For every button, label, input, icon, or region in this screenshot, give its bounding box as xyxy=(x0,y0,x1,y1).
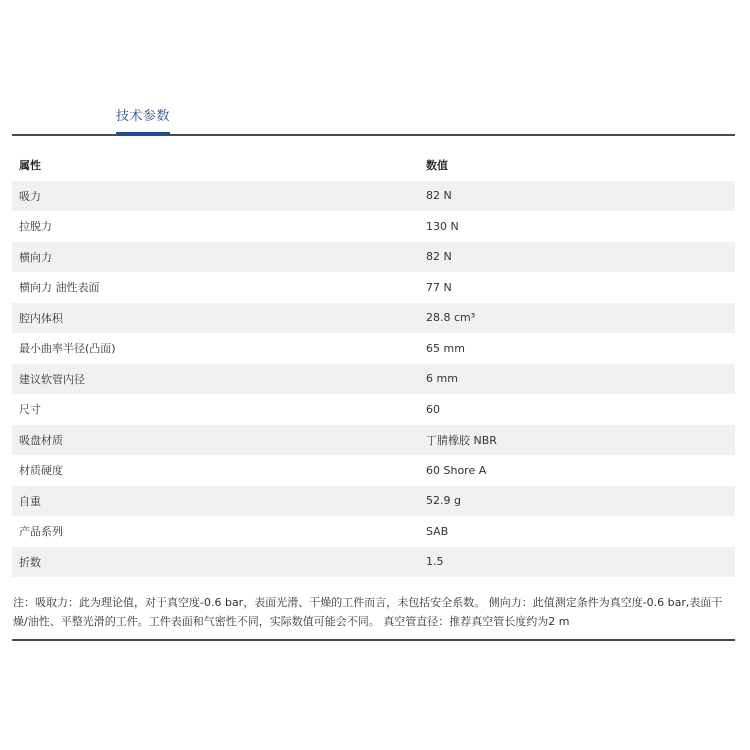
table-row xyxy=(12,425,735,456)
table-row xyxy=(12,455,735,486)
value-cell: 130 N xyxy=(426,211,735,242)
tab-bar xyxy=(12,96,735,136)
value-cell: 28.8 cm³ xyxy=(426,303,735,334)
value-cell: 82 N xyxy=(426,181,735,212)
table-row xyxy=(12,547,735,578)
value-cell: SAB xyxy=(426,516,735,547)
value-cell: 52.9 g xyxy=(426,486,735,517)
spec-table xyxy=(12,150,735,577)
attribute-cell: 吸盘材质 xyxy=(12,425,426,456)
attribute-cell: 腔内体积 xyxy=(12,303,426,334)
table-row xyxy=(12,242,735,273)
attribute-cell: 材质硬度 xyxy=(12,455,426,486)
attribute-cell: 拉脱力 xyxy=(12,211,426,242)
table-header-row xyxy=(12,150,735,181)
spec-panel xyxy=(12,96,735,641)
attribute-cell: 横向力 油性表面 xyxy=(12,272,426,303)
footnote: 注：吸取力：此为理论值，对于真空度-0.6 bar，表面光滑、干燥的工件而言，未包括安全系数。 侧向力：此值测定条件为真空度-0.6 bar,表面干燥/油性、平整光滑的工件。工件表面和气密性不同，实际数值可能会不同。 真空管直径：推荐真空管长度约为2 m xyxy=(12,593,735,641)
value-cell: 77 N xyxy=(426,272,735,303)
table-row xyxy=(12,394,735,425)
table-row xyxy=(12,272,735,303)
value-cell: 60 Shore A xyxy=(426,455,735,486)
tab-technical-parameters[interactable]: 技术参数 xyxy=(116,105,170,135)
value-cell: 1.5 xyxy=(426,547,735,578)
column-header-attribute: 属性 xyxy=(19,159,41,173)
attribute-cell: 产品系列 xyxy=(12,516,426,547)
table-row xyxy=(12,486,735,517)
attribute-cell: 横向力 xyxy=(12,242,426,273)
table-row xyxy=(12,333,735,364)
attribute-cell: 吸力 xyxy=(12,181,426,212)
value-cell: 60 xyxy=(426,394,735,425)
table-row xyxy=(12,181,735,212)
attribute-cell: 折数 xyxy=(12,547,426,578)
value-cell: 6 mm xyxy=(426,364,735,395)
attribute-cell: 建议软管内径 xyxy=(12,364,426,395)
value-cell: 82 N xyxy=(426,242,735,273)
table-row xyxy=(12,303,735,334)
table-row xyxy=(12,516,735,547)
table-body xyxy=(12,181,735,578)
column-header-value: 数值 xyxy=(426,159,448,173)
attribute-cell: 尺寸 xyxy=(12,394,426,425)
table-row xyxy=(12,364,735,395)
attribute-cell: 自重 xyxy=(12,486,426,517)
table-row xyxy=(12,211,735,242)
value-cell: 丁腈橡胶 NBR xyxy=(426,425,735,456)
value-cell: 65 mm xyxy=(426,333,735,364)
attribute-cell: 最小曲率半径(凸面) xyxy=(12,333,426,364)
